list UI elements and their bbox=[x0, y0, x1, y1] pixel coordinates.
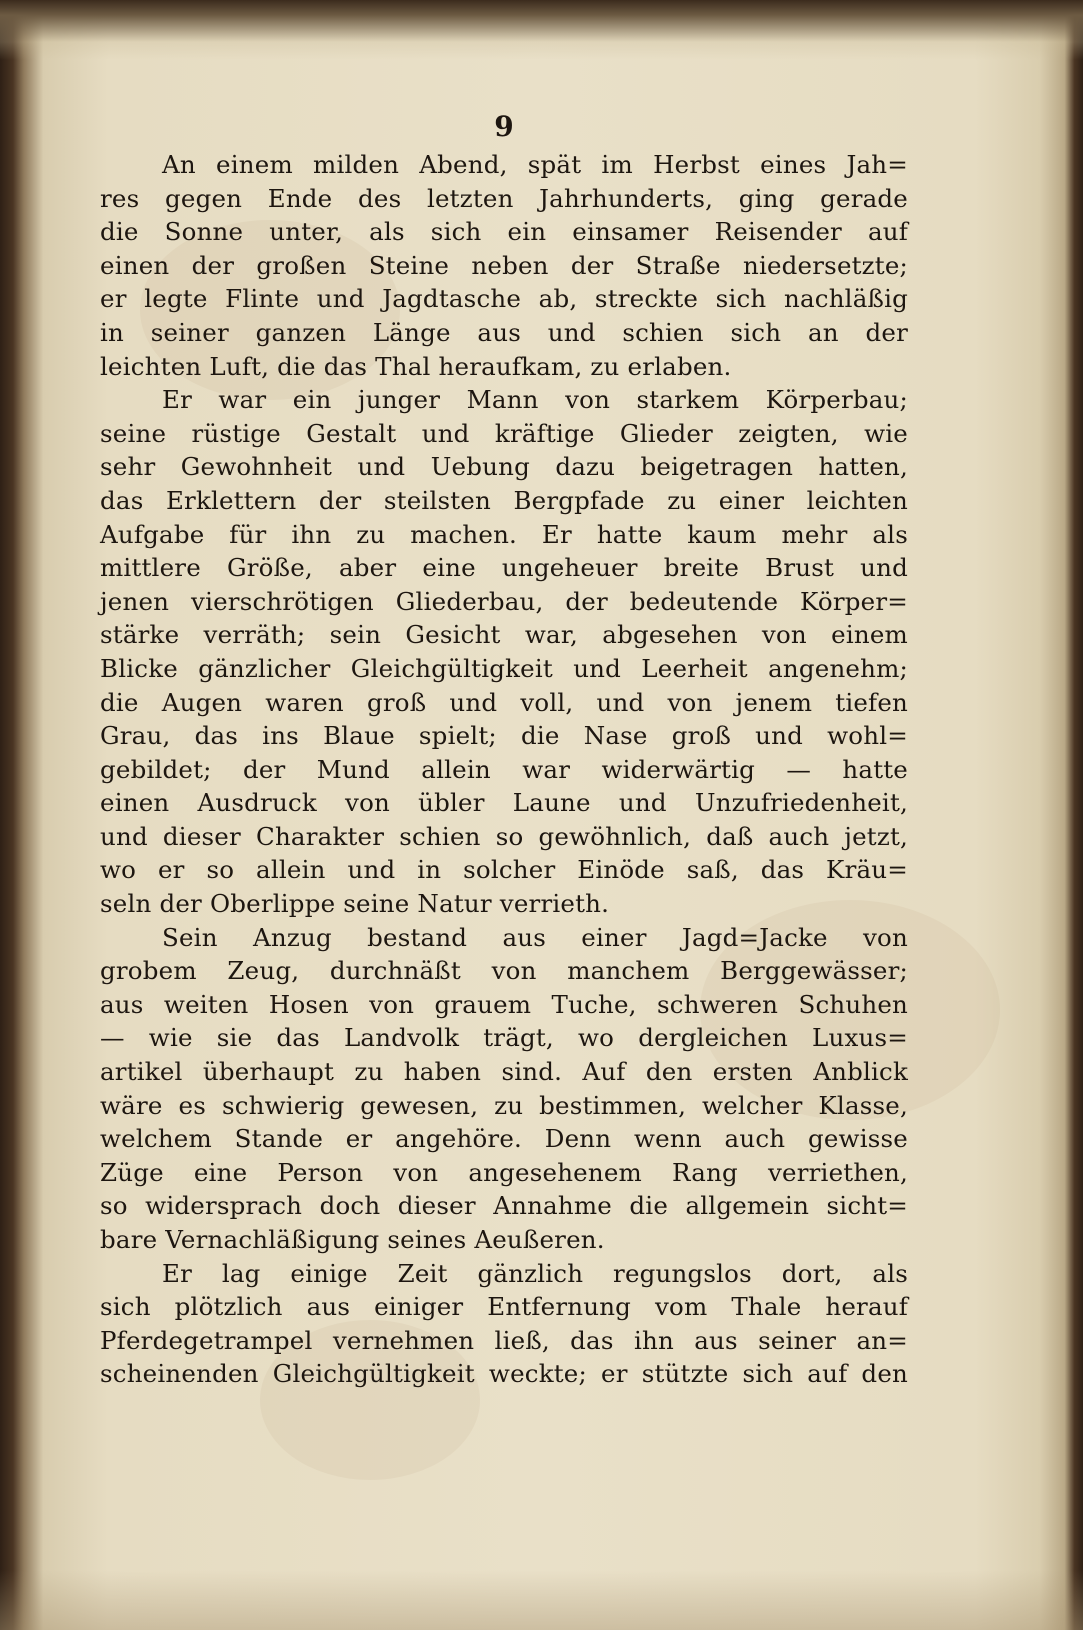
text-line: einen Ausdruck von übler Laune und Unzufriedenheit, bbox=[100, 788, 908, 818]
page-bottom-shade bbox=[0, 1570, 1083, 1630]
text-line: so widersprach doch dieser Annahme die allgemein sicht= bbox=[100, 1191, 908, 1221]
text-line: und dieser Charakter schien so gewöhnlich, daß auch jetzt, bbox=[100, 821, 908, 851]
text-line: wäre es schwierig gewesen, zu bestimmen, welcher Klasse, bbox=[100, 1090, 908, 1120]
text-line: seln der Oberlippe seine Natur verrieth. bbox=[100, 889, 610, 919]
text-line: die Augen waren groß und voll, und von jenem tiefen bbox=[100, 687, 908, 717]
text-line: die Sonne unter, als sich ein einsamer Reisender auf bbox=[100, 217, 908, 247]
text-line: Züge eine Person von angesehenem Rang verriethen, bbox=[100, 1157, 908, 1187]
text-line: Sein Anzug bestand aus einer Jagd=Jacke von bbox=[162, 922, 908, 952]
page-number: 9 bbox=[494, 110, 514, 143]
text-line: Er lag einige Zeit gänzlich regungslos dort, als bbox=[162, 1258, 908, 1288]
text-line: das Erklettern der steilsten Bergpfade zu einer leichten bbox=[100, 485, 908, 515]
text-line: scheinenden Gleichgültigkeit weckte; er stützte sich auf den bbox=[100, 1359, 908, 1389]
text-line: einen der großen Steine neben der Straße niedersetzte; bbox=[100, 250, 908, 280]
text-line: bare Vernachläßigung seines Aeußeren. bbox=[100, 1225, 605, 1254]
text-line: Blicke gänzlicher Gleichgültigkeit und Leerheit angenehm; bbox=[100, 653, 908, 683]
text-line: res gegen Ende des letzten Jahrhunderts, ging gerade bbox=[100, 183, 908, 213]
text-line: welchem Stande er angehöre. Denn wenn auch gewisse bbox=[100, 1124, 908, 1154]
text-lines bbox=[100, 148, 908, 1391]
text-line: in seiner ganzen Länge aus und schien sich an der bbox=[100, 317, 908, 347]
text-line: seine rüstige Gestalt und kräftige Glieder zeigten, wie bbox=[100, 418, 908, 448]
text-line: — wie sie das Landvolk trägt, wo dergleichen Luxus= bbox=[100, 1023, 908, 1053]
text-line: Er war ein junger Mann von starkem Körperbau; bbox=[162, 385, 908, 415]
text-line: Pferdegetrampel vernehmen ließ, das ihn aus seiner an= bbox=[100, 1325, 908, 1355]
text-line: Aufgabe für ihn zu machen. Er hatte kaum mehr als bbox=[100, 519, 908, 549]
text-line: leichten Luft, die das Thal heraufkam, zu erlaben. bbox=[100, 351, 732, 381]
page-top-shadow bbox=[0, 0, 1083, 60]
text-line: aus weiten Hosen von grauem Tuche, schweren Schuhen bbox=[100, 989, 908, 1019]
text-line: wo er so allein und in solcher Einöde saß, das Kräu= bbox=[100, 855, 908, 885]
text-line: Grau, das ins Blaue spielt; die Nase groß und wohl= bbox=[100, 721, 908, 751]
text-line: sich plötzlich aus einiger Entfernung vom Thale herauf bbox=[100, 1292, 908, 1322]
text-line: stärke verräth; sein Gesicht war, abgesehen von einem bbox=[100, 620, 908, 650]
text-line: An einem milden Abend, spät im Herbst eines Jah= bbox=[162, 150, 908, 179]
text-line: jenen vierschrötigen Gliederbau, der bedeutende Körper= bbox=[100, 586, 908, 616]
text-line: sehr Gewohnheit und Uebung dazu beigetragen hatten, bbox=[100, 452, 908, 482]
page-text bbox=[100, 112, 908, 1391]
text-line: mittlere Größe, aber eine ungeheuer breite Brust und bbox=[100, 553, 908, 583]
text-line: er legte Flinte und Jagdtasche ab, streckte sich nachläßig bbox=[100, 284, 908, 314]
text-line: grobem Zeug, durchnäßt von manchem Berggewässer; bbox=[100, 956, 908, 986]
text-line: gebildet; der Mund allein war widerwärtig — hatte bbox=[100, 754, 908, 784]
text-line: artikel überhaupt zu haben sind. Auf den ersten Anblick bbox=[100, 1057, 908, 1087]
